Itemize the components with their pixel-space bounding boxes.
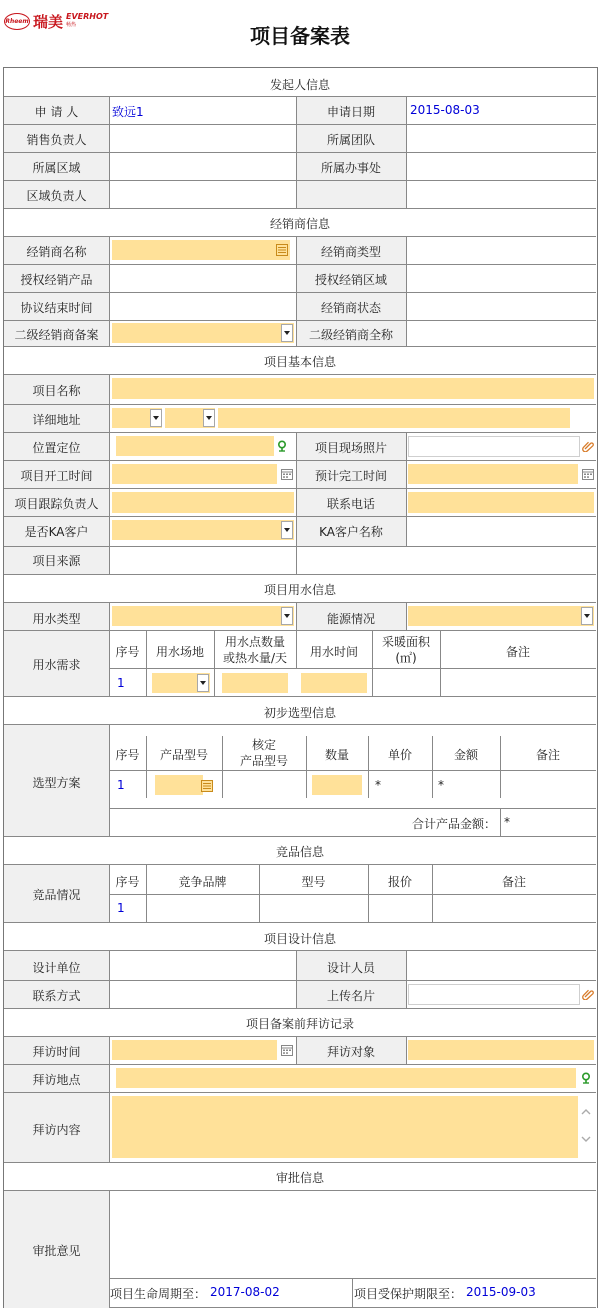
visit-target-label: 拜访对象 (326, 1045, 375, 1059)
energy-select[interactable] (408, 606, 594, 626)
finish-time-label: 预计完工时间 (314, 469, 387, 483)
chevron-down-icon[interactable] (150, 409, 162, 427)
table-header: 序号 (115, 875, 140, 889)
row-divider (4, 292, 596, 293)
start-time-field[interactable] (112, 464, 277, 484)
col-divider (406, 236, 407, 346)
col-divider (500, 808, 501, 836)
quantity-field[interactable] (312, 775, 362, 795)
table-header: 竞争品牌 (178, 875, 227, 889)
total-amount-value: * (504, 815, 510, 829)
section-title-visit: 项目备案前拜访记录 (245, 1017, 354, 1031)
auth-product-label: 授权经销产品 (20, 273, 93, 287)
tracker-label: 项目跟踪负责人 (14, 497, 99, 511)
row-divider (4, 1008, 596, 1009)
row-divider (4, 546, 596, 547)
source-label: 项目来源 (32, 554, 81, 568)
table-header: 序号 (115, 748, 140, 762)
unit-price-value: * (375, 778, 381, 792)
row-divider (4, 374, 596, 375)
site-photo-upload[interactable] (408, 436, 580, 457)
phone-field[interactable] (408, 492, 594, 513)
water-time-field[interactable] (301, 673, 367, 693)
row-divider (4, 836, 596, 837)
table-header: 用水点数量 或热水量/天 (222, 635, 288, 665)
visit-target-field[interactable] (408, 1040, 594, 1060)
address-label: 详细地址 (32, 413, 81, 427)
table-header: 数量 (324, 748, 349, 762)
col-divider (352, 1278, 353, 1308)
table-header: 产品型号 (159, 748, 208, 762)
design-unit-label: 设计单位 (32, 961, 81, 975)
visit-place-field[interactable] (116, 1068, 576, 1088)
visit-content-textarea[interactable] (112, 1096, 578, 1158)
select-list-icon[interactable] (276, 244, 288, 256)
section-title-basic: 项目基本信息 (263, 355, 336, 369)
col-divider (146, 630, 147, 696)
start-time-label: 项目开工时间 (20, 469, 93, 483)
dealer-status-label: 经销商状态 (320, 301, 381, 315)
chevron-down-icon[interactable] (281, 324, 293, 342)
row-divider (4, 1092, 596, 1093)
second-filing-label: 二级经销商备案 (14, 328, 99, 342)
row-divider (4, 488, 596, 489)
dealer-name-label: 经销商名称 (26, 245, 87, 259)
team-label: 所属团队 (326, 133, 375, 147)
col-divider (406, 96, 407, 208)
lifecycle-value: 2017-08-02 (210, 1285, 280, 1299)
scroll-down-icon[interactable] (580, 1133, 592, 1145)
site-photo-label: 项目现场照片 (314, 441, 387, 455)
apply-date-label: 申请日期 (326, 105, 375, 119)
row-divider (4, 320, 596, 321)
table-header: 核定 产品型号 (239, 738, 288, 768)
protect-period-value: 2015-09-03 (466, 1285, 536, 1299)
table-header: 报价 (387, 875, 412, 889)
chevron-down-icon[interactable] (203, 409, 215, 427)
section-title-design: 项目设计信息 (263, 932, 336, 946)
chevron-down-icon[interactable] (581, 607, 593, 625)
brand-name-cn: 瑞美 (33, 12, 64, 31)
select-list-icon[interactable] (201, 780, 213, 792)
table-header: 序号 (115, 645, 140, 659)
row-divider (4, 264, 596, 265)
row-divider (4, 724, 596, 725)
amount-value: * (438, 778, 444, 792)
row-divider (4, 180, 596, 181)
rheem-logo-icon: Rheem (4, 13, 30, 30)
section-title-dealer: 经销商信息 (269, 217, 330, 231)
col-divider (109, 96, 110, 208)
table-header: 用水场地 (155, 645, 204, 659)
table-header: 型号 (301, 875, 326, 889)
row-divider (4, 1064, 596, 1065)
col-divider (440, 630, 441, 696)
table-header: 备注 (535, 748, 560, 762)
row-divider (4, 96, 596, 97)
brand-name-en: EVERHOT (66, 12, 109, 21)
row-divider (4, 1036, 596, 1037)
region-label: 所属区域 (32, 161, 81, 175)
approval-opinion-label: 审批意见 (32, 1244, 81, 1258)
col-divider (406, 602, 407, 630)
row-number: 1 (117, 676, 125, 690)
is-ka-label: 是否KA客户 (24, 525, 89, 539)
row-divider (4, 864, 596, 865)
energy-label: 能源情况 (326, 612, 375, 626)
scroll-up-icon[interactable] (580, 1106, 592, 1118)
section-title-approval: 审批信息 (275, 1171, 324, 1185)
ka-name-label: KA客户名称 (319, 525, 383, 539)
row-divider (4, 1190, 596, 1191)
tracker-field[interactable] (112, 492, 294, 513)
col-divider (109, 724, 110, 836)
row-divider (4, 460, 596, 461)
sales-owner-label: 销售负责人 (26, 133, 87, 147)
table-header: 用水时间 (309, 645, 358, 659)
row-divider (4, 346, 596, 347)
row-divider (4, 432, 596, 433)
paperclip-icon[interactable] (582, 988, 594, 1000)
row-divider (4, 124, 596, 125)
office-label: 所属办事处 (320, 161, 381, 175)
location-label: 位置定位 (32, 441, 81, 455)
col-divider (109, 236, 110, 346)
apply-date-value: 2015-08-03 (410, 103, 480, 117)
water-type-select[interactable] (112, 606, 294, 626)
row-divider (4, 950, 596, 951)
table-header: 金额 (453, 748, 478, 762)
agreement-end-label: 协议结束时间 (20, 301, 93, 315)
row-divider (4, 1162, 596, 1163)
phone-label: 联系电话 (326, 497, 375, 511)
dealer-name-field[interactable] (112, 240, 290, 260)
visit-time-label: 拜访时间 (32, 1045, 81, 1059)
row-divider (4, 404, 596, 405)
brand-name-en-sub: 畅热 (66, 22, 77, 28)
upload-card-label: 上传名片 (326, 989, 375, 1003)
col-divider (406, 950, 407, 1008)
page-title: 项目备案表 (250, 24, 350, 48)
col-divider (109, 950, 110, 1008)
calendar-icon[interactable] (582, 468, 594, 480)
region-owner-label: 区域负责人 (26, 189, 87, 203)
row-divider (4, 208, 596, 209)
row-divider (109, 668, 596, 669)
paperclip-icon[interactable] (582, 440, 594, 452)
map-pin-icon[interactable] (276, 440, 288, 452)
address-detail-field[interactable] (218, 408, 570, 428)
is-ka-select[interactable] (112, 520, 294, 540)
chevron-down-icon[interactable] (281, 607, 293, 625)
col-divider (406, 1036, 407, 1064)
location-field[interactable] (116, 436, 274, 456)
competitor-label: 竞品情况 (32, 888, 81, 902)
second-filing-select[interactable] (112, 323, 294, 343)
water-demand-label: 用水需求 (32, 658, 81, 672)
row-divider (4, 236, 596, 237)
row-divider (4, 630, 596, 631)
product-model-field[interactable] (155, 775, 203, 795)
selection-plan-label: 选型方案 (32, 776, 81, 790)
protect-period-label: 项目受保护期限至： (354, 1287, 463, 1301)
applicant-value: 致远1 (112, 105, 144, 119)
table-header: 采暖面积 (㎡) (381, 635, 430, 665)
visit-content-label: 拜访内容 (32, 1123, 81, 1137)
water-points-field[interactable] (222, 673, 288, 693)
section-title-competitor: 竞品信息 (275, 845, 324, 859)
col-divider (406, 432, 407, 546)
section-title-water: 项目用水信息 (263, 583, 336, 597)
section-title-selection: 初步选型信息 (263, 706, 336, 720)
col-divider (109, 1036, 110, 1162)
row-divider (109, 770, 596, 771)
table-header: 备注 (501, 875, 526, 889)
auth-region-label: 授权经销区域 (314, 273, 387, 287)
chevron-down-icon[interactable] (281, 521, 293, 539)
row-divider (109, 894, 596, 895)
section-title-initiator: 发起人信息 (269, 78, 330, 92)
row-number: 1 (117, 778, 125, 792)
project-name-label: 项目名称 (32, 384, 81, 398)
calendar-icon[interactable] (281, 468, 293, 480)
finish-time-field[interactable] (408, 464, 578, 484)
second-fullname-label: 二级经销商全称 (308, 328, 393, 342)
row-number: 1 (117, 901, 125, 915)
applicant-label: 申 请 人 (34, 105, 79, 119)
calendar-icon[interactable] (281, 1044, 293, 1056)
row-divider (4, 980, 596, 981)
visit-place-label: 拜访地点 (32, 1073, 81, 1087)
table-header: 单价 (387, 748, 412, 762)
row-divider (109, 808, 596, 809)
dealer-type-label: 经销商类型 (320, 245, 381, 259)
business-card-upload[interactable] (408, 984, 580, 1005)
row-divider (4, 516, 596, 517)
row-divider (4, 602, 596, 603)
project-name-field[interactable] (112, 378, 594, 399)
row-divider (4, 152, 596, 153)
designer-label: 设计人员 (326, 961, 375, 975)
row-divider (4, 696, 596, 697)
design-contact-label: 联系方式 (32, 989, 81, 1003)
col-divider (109, 374, 110, 574)
row-divider (4, 922, 596, 923)
lifecycle-label: 项目生命周期至： (110, 1287, 207, 1301)
chevron-down-icon[interactable] (197, 674, 209, 692)
map-pin-icon[interactable] (580, 1072, 592, 1084)
water-type-label: 用水类型 (32, 612, 81, 626)
table-header: 备注 (505, 645, 530, 659)
total-amount-label: 合计产品金额： (412, 817, 497, 831)
row-divider (4, 574, 596, 575)
visit-time-field[interactable] (112, 1040, 277, 1060)
